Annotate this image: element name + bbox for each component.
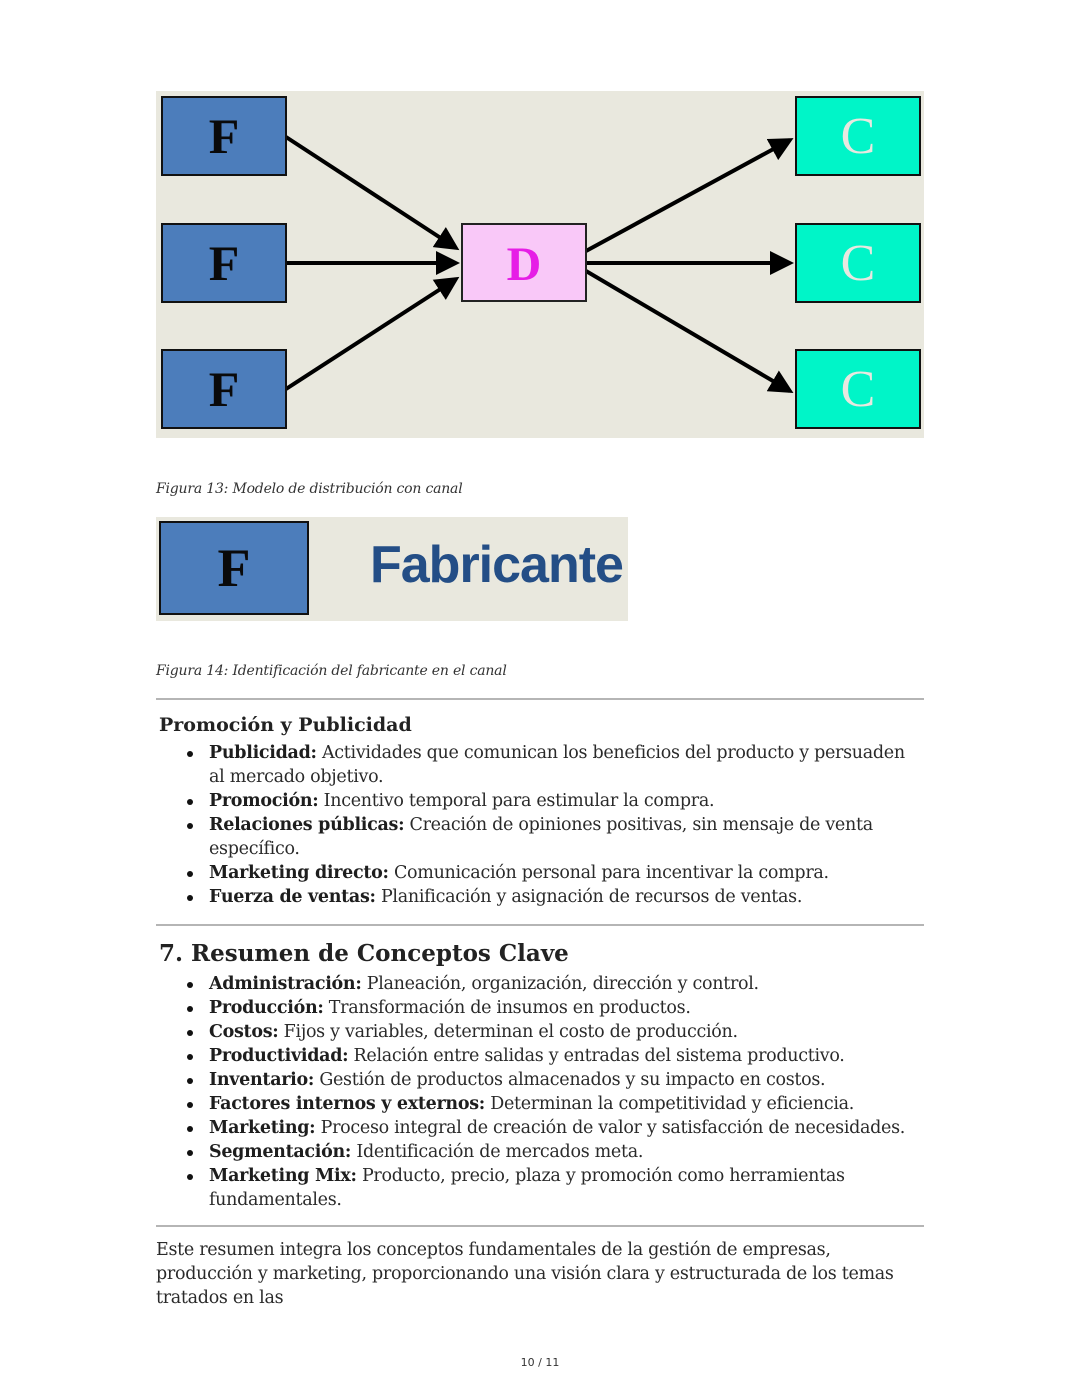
item-term: Costos: xyxy=(209,1022,279,1042)
list-item xyxy=(209,861,919,885)
item-desc: Planeación, organización, dirección y control. xyxy=(361,974,759,994)
list-item xyxy=(209,1092,919,1116)
page-number: 10 / 11 xyxy=(520,1356,560,1369)
promocion-list xyxy=(209,741,919,909)
item-term: Fuerza de ventas: xyxy=(209,887,376,907)
consumer-label: C xyxy=(840,361,876,418)
distributor-box xyxy=(462,224,586,301)
figure-13-caption: Figura 13: Modelo de distribución con canal xyxy=(156,481,463,497)
item-term: Producción: xyxy=(209,998,324,1018)
item-desc: Transformación de insumos en productos. xyxy=(323,998,691,1018)
section-heading-resumen: 7. Resumen de Conceptos Clave xyxy=(159,940,569,967)
item-term: Publicidad: xyxy=(209,743,317,763)
arrows-manufacturers-to-distributor xyxy=(286,137,456,389)
item-desc: Incentivo temporal para estimular la compra. xyxy=(318,791,715,811)
divider xyxy=(156,924,924,926)
item-term: Marketing Mix: xyxy=(209,1166,357,1186)
manufacturer-text: Fabricante xyxy=(370,536,623,594)
list-item xyxy=(209,1020,919,1044)
figure-14-caption: Figura 14: Identificación del fabricante en el canal xyxy=(156,663,507,679)
item-term: Segmentación: xyxy=(209,1142,352,1162)
distributor-label: D xyxy=(506,238,542,291)
item-desc: Determinan la competitividad y eficiencia. xyxy=(484,1094,855,1114)
divider xyxy=(156,698,924,700)
item-term: Productividad: xyxy=(209,1046,349,1066)
list-item xyxy=(209,996,919,1020)
list-item xyxy=(209,813,919,861)
manufacturer-label: F xyxy=(208,235,240,291)
list-item xyxy=(209,972,919,996)
item-desc: Comunicación personal para incentivar la compra. xyxy=(388,863,829,883)
list-item xyxy=(209,1116,919,1140)
item-term: Marketing directo: xyxy=(209,863,389,883)
list-item xyxy=(209,1164,919,1212)
list-item xyxy=(209,789,919,813)
item-desc: Planificación y asignación de recursos de ventas. xyxy=(375,887,803,907)
consumer-boxes xyxy=(796,97,920,428)
item-term: Promoción: xyxy=(209,791,319,811)
consumer-label: C xyxy=(840,108,876,165)
item-desc: Creación de opiniones positivas, sin mensaje de venta específico. xyxy=(209,815,873,859)
manufacturer-boxes xyxy=(162,97,286,428)
item-term: Relaciones públicas: xyxy=(209,815,405,835)
section-heading-promocion: Promoción y Publicidad xyxy=(159,714,412,736)
arrows-distributor-to-consumers xyxy=(586,140,790,391)
list-item xyxy=(209,885,919,909)
item-desc: Producto, precio, plaza y promoción como herramientas fundamentales. xyxy=(209,1166,845,1210)
item-desc: Relación entre salidas y entradas del sistema productivo. xyxy=(348,1046,845,1066)
consumer-label: C xyxy=(840,235,876,292)
item-desc: Gestión de productos almacenados y su impacto en costos. xyxy=(314,1070,826,1090)
item-term: Marketing: xyxy=(209,1118,316,1138)
item-term: Factores internos y externos: xyxy=(209,1094,485,1114)
manufacturer-box: F xyxy=(159,521,309,615)
list-item xyxy=(209,741,919,789)
item-desc: Fijos y variables, determinan el costo de producción. xyxy=(278,1022,738,1042)
resumen-list xyxy=(209,972,919,1212)
list-item xyxy=(209,1140,919,1164)
figure-14-manufacturer-legend xyxy=(156,517,628,621)
item-desc: Identificación de mercados meta. xyxy=(351,1142,644,1162)
list-item xyxy=(209,1068,919,1092)
manufacturer-label: F xyxy=(208,361,240,417)
manufacturer-label: F xyxy=(208,108,240,164)
figure-13-distribution-diagram xyxy=(156,91,924,438)
item-desc: Actividades que comunican los beneficios del producto y persuaden al mercado objetivo. xyxy=(209,743,905,787)
item-term: Administración: xyxy=(209,974,362,994)
item-term: Inventario: xyxy=(209,1070,315,1090)
closing-paragraph: Este resumen integra los conceptos fundamentales de la gestión de empresas, producción y marketing, proporcionando una visión clara y estructurada de los temas tratados en las xyxy=(156,1240,894,1308)
item-desc: Proceso integral de creación de valor y satisfacción de necesidades. xyxy=(315,1118,906,1138)
divider xyxy=(156,1225,924,1227)
list-item xyxy=(209,1044,919,1068)
